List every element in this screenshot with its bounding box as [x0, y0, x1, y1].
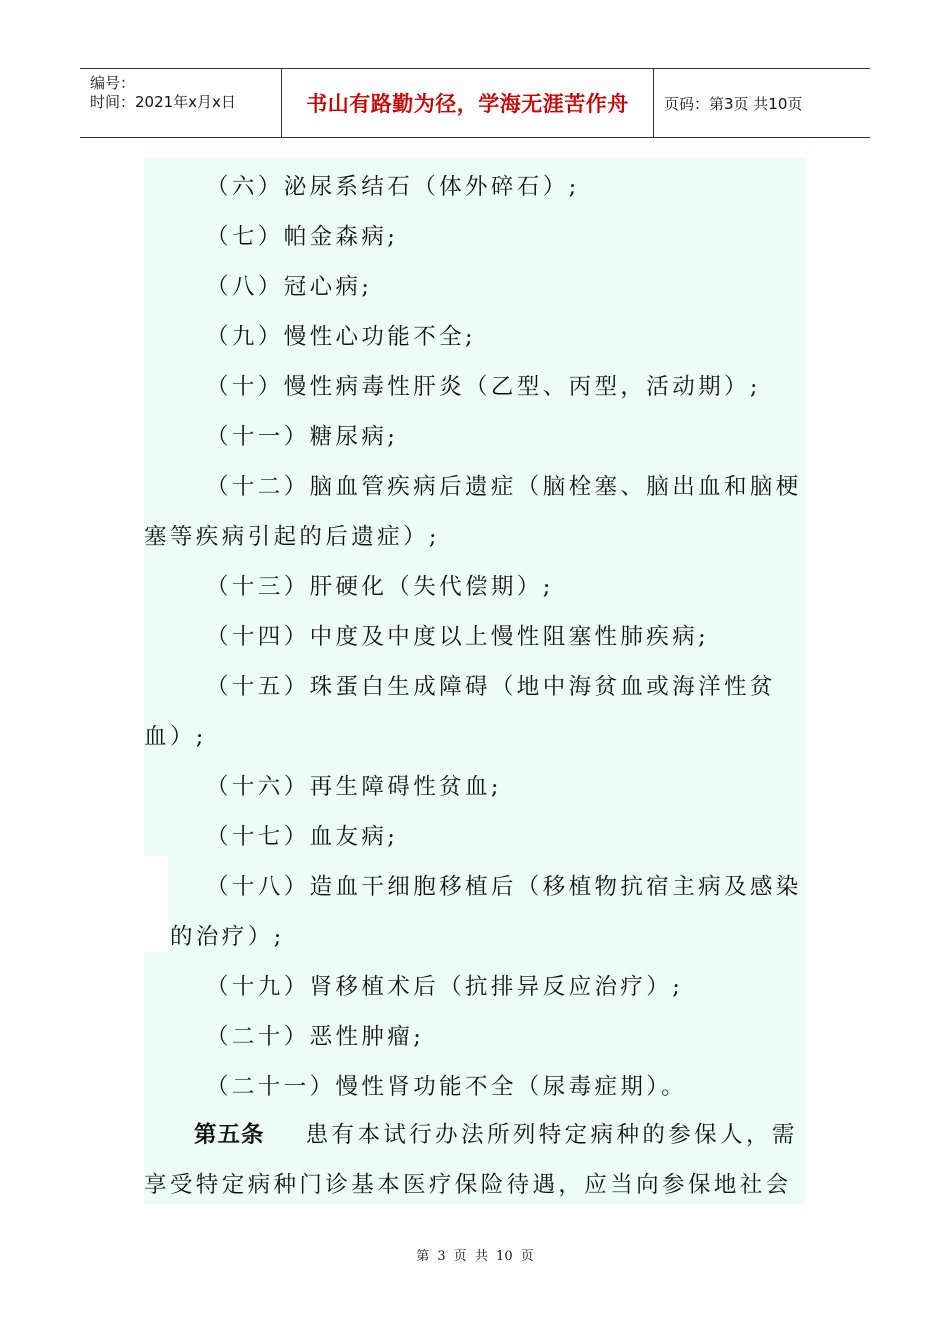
list-item: （六）泌尿系结石（体外碎石）;: [206, 174, 580, 200]
header-motto: 书山有路勤为径，学海无涯苦作舟: [282, 69, 654, 137]
background-gap: [144, 856, 168, 952]
list-item-continuation: 血）;: [144, 724, 207, 750]
document-body: [144, 158, 806, 1204]
list-item: （十八）造血干细胞移植后（移植物抗宿主病及感染: [206, 874, 802, 900]
list-item: （八）冠心病;: [206, 274, 373, 300]
header-page-info: 页码：第3页 共10页: [664, 94, 803, 113]
article-text-line2: 享受特定病种门诊基本医疗保险待遇，应当向参保地社会: [144, 1172, 792, 1198]
article-title: 第五条: [194, 1122, 265, 1148]
time-label: 时间：2021年x月x日: [90, 93, 236, 111]
list-item: （十四）中度及中度以上慢性阻塞性肺疾病;: [206, 624, 710, 650]
list-item: （十二）脑血管疾病后遗症（脑栓塞、脑出血和脑梗: [206, 474, 802, 500]
list-item: （七）帕金森病;: [206, 224, 399, 250]
list-item: （九）慢性心功能不全;: [206, 324, 476, 350]
list-item: （二十一）慢性肾功能不全（尿毒症期）。: [206, 1074, 687, 1100]
number-label: 编号：: [90, 74, 136, 92]
list-item: （十六）再生障碍性贫血;: [206, 774, 502, 800]
list-item: （十七）血友病;: [206, 824, 399, 850]
list-item: （十一）糖尿病;: [206, 424, 399, 450]
list-item-continuation: 的治疗）;: [170, 924, 285, 950]
list-item: （十九）肾移植术后（抗排异反应治疗）;: [206, 974, 684, 1000]
header-meta: [80, 69, 282, 137]
page-header: [80, 68, 870, 138]
list-item: （二十）恶性肿瘤;: [206, 1024, 425, 1050]
list-item-continuation: 塞等疾病引起的后遗症）;: [144, 524, 440, 550]
article-text-line1: 患有本试行办法所列特定病种的参保人，需: [305, 1122, 798, 1148]
page-footer: 第 3 页 共 10 页: [416, 1249, 534, 1264]
article-paragraph: [194, 1120, 798, 1150]
list-item: （十三）肝硬化（失代偿期）;: [206, 574, 554, 600]
list-item: （十）慢性病毒性肝炎（乙型、丙型，活动期）;: [206, 374, 761, 400]
list-item: （十五）珠蛋白生成障碍（地中海贫血或海洋性贫: [206, 674, 776, 700]
